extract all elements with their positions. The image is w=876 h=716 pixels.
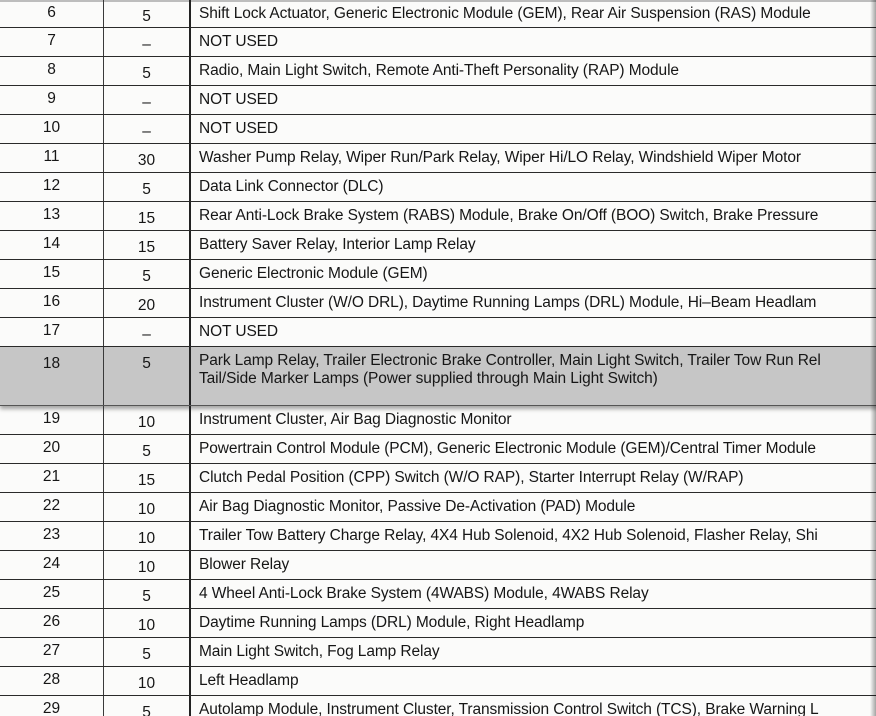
fuse-number: 7	[47, 32, 56, 49]
fuse-number: 22	[42, 497, 61, 514]
fuse-circuits	[191, 551, 876, 579]
fuse-number: 16	[42, 293, 61, 310]
fuse-row	[0, 260, 876, 289]
fuse-circuits-line: Left Headlamp	[199, 672, 299, 689]
fuse-amp-rating: 5	[103, 347, 191, 405]
fuse-row	[0, 0, 876, 28]
fuse-number: 15	[42, 264, 61, 281]
fuse-circuits	[191, 435, 876, 463]
fuse-amp-rating: 10	[103, 667, 191, 695]
fuse-circuits	[191, 260, 876, 288]
fuse-row	[0, 28, 876, 57]
fuse-row	[0, 57, 876, 86]
fuse-amp-rating: 30	[103, 144, 191, 172]
fuse-row	[0, 202, 876, 231]
fuse-circuits	[191, 144, 876, 172]
fuse-row	[0, 638, 876, 667]
fuse-circuits	[191, 347, 876, 405]
fuse-circuits	[191, 28, 876, 56]
fuse-row	[0, 289, 876, 318]
fuse-amp-rating: 5	[103, 260, 191, 288]
fuse-row	[0, 173, 876, 202]
fuse-number: 24	[42, 555, 61, 572]
fuse-row	[0, 609, 876, 638]
fuse-circuits	[191, 0, 876, 27]
fuse-circuits	[191, 115, 876, 143]
fuse-amp-rating: 5	[103, 580, 191, 608]
fuse-circuits-line: NOT USED	[199, 33, 279, 50]
fuse-amp-rating: 5	[103, 435, 191, 463]
fuse-row	[0, 406, 876, 435]
fuse-circuits	[191, 464, 876, 492]
fuse-circuits	[191, 173, 876, 201]
fuse-circuits-line: Blower Relay	[199, 556, 290, 573]
fuse-row	[0, 115, 876, 144]
fuse-number: 29	[42, 700, 61, 716]
fuse-circuits-line: Air Bag Diagnostic Monitor, Passive De-Activation (PAD) Module	[199, 498, 636, 515]
fuse-circuits	[191, 318, 876, 346]
fuse-number: 23	[42, 526, 61, 543]
fuse-amp-rating: 5	[103, 696, 191, 716]
fuse-circuits-line: Trailer Tow Battery Charge Relay, 4X4 Hub Solenoid, 4X2 Hub Solenoid, Flasher Relay, Shi	[199, 527, 818, 544]
fuse-circuits-line: NOT USED	[199, 91, 279, 108]
fuse-circuits	[191, 493, 876, 521]
fuse-number: 9	[47, 90, 56, 107]
fuse-amp-rating: 15	[103, 202, 191, 230]
fuse-number: 17	[42, 322, 61, 339]
fuse-circuits-line: 4 Wheel Anti-Lock Brake System (4WABS) Module, 4WABS Relay	[199, 585, 649, 602]
fuse-row	[0, 144, 876, 173]
fuse-circuits	[191, 638, 876, 666]
fuse-amp-rating: 10	[103, 522, 191, 550]
fuse-row	[0, 580, 876, 609]
fuse-number: 25	[42, 584, 61, 601]
fuse-number: 27	[42, 642, 61, 659]
fuse-amp-rating: –	[103, 318, 191, 346]
fuse-number: 11	[43, 148, 60, 165]
fuse-amp-rating: 15	[103, 231, 191, 259]
scan-right-shadow	[870, 0, 876, 716]
fuse-number: 21	[42, 468, 61, 485]
fuse-row	[0, 551, 876, 580]
fuse-circuits	[191, 231, 876, 259]
fuse-circuits	[191, 522, 876, 550]
fuse-circuits-line: Tail/Side Marker Lamps (Power supplied through Main Light Switch)	[199, 370, 658, 387]
fuse-circuits-line: NOT USED	[199, 120, 279, 137]
fuse-amp-rating: 10	[103, 609, 191, 637]
fuse-number: 14	[42, 235, 61, 252]
fuse-amp-rating: 5	[103, 57, 191, 85]
fuse-circuits-line: Daytime Running Lamps (DRL) Module, Right Headlamp	[199, 614, 585, 631]
fuse-number: 20	[42, 439, 61, 456]
fuse-number: 18	[42, 355, 61, 372]
fuse-circuits-line: Data Link Connector (DLC)	[199, 178, 384, 195]
fuse-circuits	[191, 289, 876, 317]
fuse-amp-rating: 5	[103, 638, 191, 666]
fuse-number: 10	[42, 119, 61, 136]
fuse-amp-rating: –	[103, 86, 191, 114]
fuse-row	[0, 667, 876, 696]
fuse-row	[0, 522, 876, 551]
fuse-number: 8	[47, 61, 56, 78]
fuse-circuits	[191, 86, 876, 114]
fuse-circuits	[191, 580, 876, 608]
fuse-row-highlighted	[0, 347, 876, 406]
fuse-circuits-line: Clutch Pedal Position (CPP) Switch (W/O RAP), Starter Interrupt Relay (W/RAP)	[199, 469, 744, 486]
fuse-row	[0, 493, 876, 522]
fuse-circuits-line: Generic Electronic Module (GEM)	[199, 265, 428, 282]
fuse-circuits	[191, 667, 876, 695]
fuse-row	[0, 231, 876, 260]
fuse-row	[0, 464, 876, 493]
fuse-circuits	[191, 202, 876, 230]
fuse-amp-rating: 10	[103, 406, 191, 434]
fuse-circuits-line: Washer Pump Relay, Wiper Run/Park Relay, Wiper Hi/LO Relay, Windshield Wiper Motor	[199, 149, 801, 166]
fuse-circuits	[191, 406, 876, 434]
fuse-row	[0, 696, 876, 716]
fuse-amp-rating: –	[103, 28, 191, 56]
fuse-circuits-line: Shift Lock Actuator, Generic Electronic Module (GEM), Rear Air Suspension (RAS) Module	[199, 5, 811, 22]
fuse-amp-rating: 10	[103, 551, 191, 579]
fuse-row	[0, 318, 876, 347]
fuse-amp-rating: 5	[103, 0, 191, 27]
fuse-number: 13	[42, 206, 61, 223]
fuse-circuits	[191, 57, 876, 85]
fuse-amp-rating: 15	[103, 464, 191, 492]
fuse-number: 12	[42, 177, 61, 194]
fuse-circuits-line: Radio, Main Light Switch, Remote Anti-Theft Personality (RAP) Module	[199, 62, 679, 79]
fuse-amp-rating: 10	[103, 493, 191, 521]
fuse-row	[0, 86, 876, 115]
fuse-amp-rating: 20	[103, 289, 191, 317]
fuse-circuits-line: Rear Anti-Lock Brake System (RABS) Module, Brake On/Off (BOO) Switch, Brake Pressure	[199, 207, 819, 224]
fuse-circuits	[191, 609, 876, 637]
fuse-row	[0, 435, 876, 464]
fuse-circuits-line: Park Lamp Relay, Trailer Electronic Brake Controller, Main Light Switch, Trailer Tow Run Rel	[199, 352, 821, 369]
fuse-amp-rating: 5	[103, 173, 191, 201]
fuse-circuits-line: NOT USED	[199, 323, 279, 340]
fuse-number: 6	[47, 4, 56, 21]
fuse-circuits	[191, 696, 876, 716]
fuse-circuits-line: Powertrain Control Module (PCM), Generic Electronic Module (GEM)/Central Timer Module	[199, 440, 816, 457]
fuse-number: 28	[42, 671, 61, 688]
fuse-circuits-line: Main Light Switch, Fog Lamp Relay	[199, 643, 440, 660]
fuse-circuits-line: Instrument Cluster (W/O DRL), Daytime Running Lamps (DRL) Module, Hi–Beam Headlam	[199, 294, 817, 311]
fuse-circuits-line: Battery Saver Relay, Interior Lamp Relay	[199, 236, 476, 253]
fuse-number: 19	[42, 410, 61, 427]
fuse-circuits-line: Autolamp Module, Instrument Cluster, Transmission Control Switch (TCS), Brake Warning L	[199, 701, 819, 716]
fuse-amp-rating: –	[103, 115, 191, 143]
fuse-number: 26	[42, 613, 61, 630]
fuse-circuits-line: Instrument Cluster, Air Bag Diagnostic Monitor	[199, 411, 512, 428]
